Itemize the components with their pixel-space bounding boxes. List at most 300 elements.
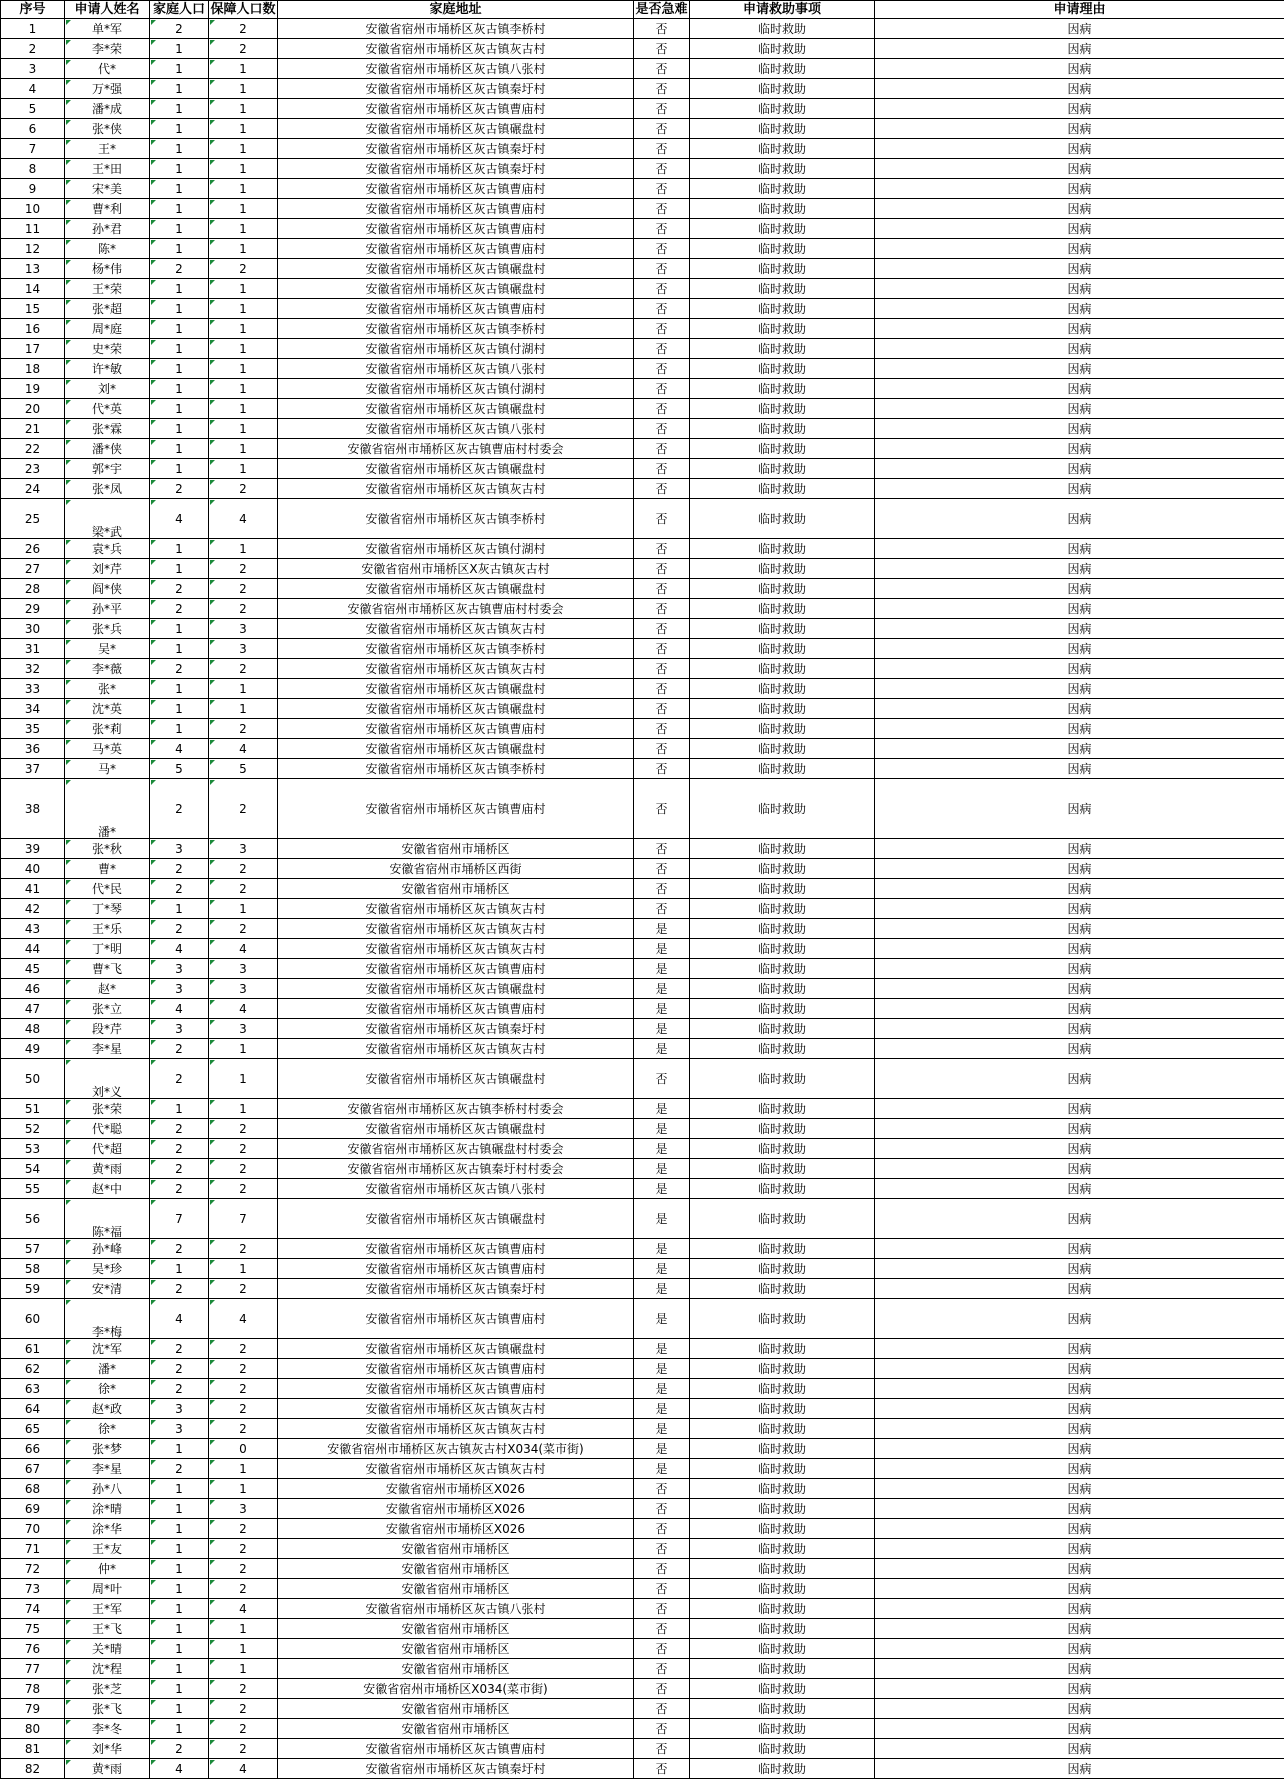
name-cell[interactable]: 张*飞 [65, 1699, 150, 1719]
urgent-cell[interactable]: 否 [634, 899, 690, 919]
name-cell[interactable]: 王*友 [65, 1539, 150, 1559]
covered-cell[interactable]: 2 [209, 1179, 278, 1199]
urgent-cell[interactable]: 否 [634, 379, 690, 399]
urgent-cell[interactable]: 否 [634, 839, 690, 859]
address-cell[interactable]: 安徽省宿州市埇桥区灰古镇八张村 [278, 359, 634, 379]
header-reason[interactable]: 申请理由 [875, 1, 1284, 19]
household-cell[interactable]: 2 [150, 579, 209, 599]
covered-cell[interactable]: 4 [209, 939, 278, 959]
item-cell[interactable]: 临时救助 [690, 599, 875, 619]
name-cell[interactable]: 关*晴 [65, 1639, 150, 1659]
address-cell[interactable]: 安徽省宿州市埇桥区 [278, 1619, 634, 1639]
seq-cell[interactable]: 35 [1, 719, 65, 739]
seq-cell[interactable]: 70 [1, 1519, 65, 1539]
covered-cell[interactable]: 1 [209, 1479, 278, 1499]
household-cell[interactable]: 2 [150, 479, 209, 499]
urgent-cell[interactable]: 是 [634, 959, 690, 979]
urgent-cell[interactable]: 是 [634, 1039, 690, 1059]
household-cell[interactable]: 1 [150, 639, 209, 659]
reason-cell[interactable]: 因病 [875, 679, 1284, 699]
name-cell[interactable]: 梁*武 [65, 499, 150, 539]
address-cell[interactable]: 安徽省宿州市埇桥区灰古镇曹庙村村委会 [278, 439, 634, 459]
household-cell[interactable]: 1 [150, 1099, 209, 1119]
seq-cell[interactable]: 20 [1, 399, 65, 419]
seq-cell[interactable]: 65 [1, 1419, 65, 1439]
reason-cell[interactable]: 因病 [875, 1099, 1284, 1119]
seq-cell[interactable]: 49 [1, 1039, 65, 1059]
reason-cell[interactable]: 因病 [875, 1259, 1284, 1279]
urgent-cell[interactable]: 是 [634, 1179, 690, 1199]
name-cell[interactable]: 王*军 [65, 1599, 150, 1619]
seq-cell[interactable]: 64 [1, 1399, 65, 1419]
name-cell[interactable]: 沈*军 [65, 1339, 150, 1359]
seq-cell[interactable]: 40 [1, 859, 65, 879]
name-cell[interactable]: 徐* [65, 1419, 150, 1439]
seq-cell[interactable]: 45 [1, 959, 65, 979]
covered-cell[interactable]: 2 [209, 1159, 278, 1179]
reason-cell[interactable]: 因病 [875, 99, 1284, 119]
household-cell[interactable]: 1 [150, 79, 209, 99]
address-cell[interactable]: 安徽省宿州市埇桥区X灰古镇灰古村 [278, 559, 634, 579]
covered-cell[interactable]: 2 [209, 579, 278, 599]
seq-cell[interactable]: 75 [1, 1619, 65, 1639]
name-cell[interactable]: 代*超 [65, 1139, 150, 1159]
address-cell[interactable]: 安徽省宿州市埇桥区灰古镇秦圩村 [278, 79, 634, 99]
urgent-cell[interactable]: 否 [634, 1639, 690, 1659]
name-cell[interactable]: 安*清 [65, 1279, 150, 1299]
name-cell[interactable]: 曹*飞 [65, 959, 150, 979]
item-cell[interactable]: 临时救助 [690, 1579, 875, 1599]
name-cell[interactable]: 史*荣 [65, 339, 150, 359]
covered-cell[interactable]: 4 [209, 1599, 278, 1619]
urgent-cell[interactable]: 否 [634, 179, 690, 199]
covered-cell[interactable]: 1 [209, 1039, 278, 1059]
urgent-cell[interactable]: 否 [634, 1619, 690, 1639]
reason-cell[interactable]: 因病 [875, 1019, 1284, 1039]
seq-cell[interactable]: 9 [1, 179, 65, 199]
covered-cell[interactable]: 7 [209, 1199, 278, 1239]
name-cell[interactable]: 王*荣 [65, 279, 150, 299]
item-cell[interactable]: 临时救助 [690, 1699, 875, 1719]
item-cell[interactable]: 临时救助 [690, 859, 875, 879]
address-cell[interactable]: 安徽省宿州市埇桥区 [278, 1639, 634, 1659]
covered-cell[interactable]: 1 [209, 99, 278, 119]
address-cell[interactable]: 安徽省宿州市埇桥区灰古镇碾盘村 [278, 1119, 634, 1139]
household-cell[interactable]: 1 [150, 239, 209, 259]
household-cell[interactable]: 1 [150, 699, 209, 719]
address-cell[interactable]: 安徽省宿州市埇桥区灰古镇曹庙村 [278, 719, 634, 739]
seq-cell[interactable]: 4 [1, 79, 65, 99]
item-cell[interactable]: 临时救助 [690, 299, 875, 319]
urgent-cell[interactable]: 是 [634, 919, 690, 939]
seq-cell[interactable]: 1 [1, 19, 65, 39]
reason-cell[interactable]: 因病 [875, 1739, 1284, 1759]
item-cell[interactable]: 临时救助 [690, 1519, 875, 1539]
covered-cell[interactable]: 2 [209, 1139, 278, 1159]
reason-cell[interactable]: 因病 [875, 479, 1284, 499]
covered-cell[interactable]: 4 [209, 499, 278, 539]
item-cell[interactable]: 临时救助 [690, 999, 875, 1019]
reason-cell[interactable]: 因病 [875, 459, 1284, 479]
urgent-cell[interactable]: 否 [634, 1659, 690, 1679]
reason-cell[interactable]: 因病 [875, 39, 1284, 59]
household-cell[interactable]: 2 [150, 1179, 209, 1199]
name-cell[interactable]: 涂*晴 [65, 1499, 150, 1519]
household-cell[interactable]: 1 [150, 439, 209, 459]
address-cell[interactable]: 安徽省宿州市埇桥区灰古镇曹庙村 [278, 199, 634, 219]
address-cell[interactable]: 安徽省宿州市埇桥区X026 [278, 1479, 634, 1499]
covered-cell[interactable]: 1 [209, 399, 278, 419]
seq-cell[interactable]: 3 [1, 59, 65, 79]
name-cell[interactable]: 张*兵 [65, 619, 150, 639]
reason-cell[interactable]: 因病 [875, 119, 1284, 139]
household-cell[interactable]: 1 [150, 1479, 209, 1499]
household-cell[interactable]: 1 [150, 719, 209, 739]
name-cell[interactable]: 张*荣 [65, 1099, 150, 1119]
item-cell[interactable]: 临时救助 [690, 1339, 875, 1359]
address-cell[interactable]: 安徽省宿州市埇桥区灰古镇曹庙村 [278, 219, 634, 239]
reason-cell[interactable]: 因病 [875, 1179, 1284, 1199]
reason-cell[interactable]: 因病 [875, 1539, 1284, 1559]
urgent-cell[interactable]: 是 [634, 1159, 690, 1179]
seq-cell[interactable]: 37 [1, 759, 65, 779]
address-cell[interactable]: 安徽省宿州市埇桥区灰古镇碾盘村 [278, 259, 634, 279]
address-cell[interactable]: 安徽省宿州市埇桥区灰古镇曹庙村 [278, 959, 634, 979]
seq-cell[interactable]: 23 [1, 459, 65, 479]
household-cell[interactable]: 2 [150, 1359, 209, 1379]
seq-cell[interactable]: 28 [1, 579, 65, 599]
address-cell[interactable]: 安徽省宿州市埇桥区灰古镇付湖村 [278, 539, 634, 559]
item-cell[interactable]: 临时救助 [690, 679, 875, 699]
covered-cell[interactable]: 2 [209, 1739, 278, 1759]
urgent-cell[interactable]: 否 [634, 219, 690, 239]
name-cell[interactable]: 郭*宇 [65, 459, 150, 479]
item-cell[interactable]: 临时救助 [690, 639, 875, 659]
covered-cell[interactable]: 1 [209, 119, 278, 139]
urgent-cell[interactable]: 否 [634, 399, 690, 419]
covered-cell[interactable]: 2 [209, 1519, 278, 1539]
urgent-cell[interactable]: 否 [634, 1539, 690, 1559]
item-cell[interactable]: 临时救助 [690, 1399, 875, 1419]
item-cell[interactable]: 临时救助 [690, 779, 875, 839]
address-cell[interactable]: 安徽省宿州市埇桥区灰古镇碾盘村 [278, 679, 634, 699]
name-cell[interactable]: 李*梅 [65, 1299, 150, 1339]
address-cell[interactable]: 安徽省宿州市埇桥区 [278, 879, 634, 899]
item-cell[interactable]: 临时救助 [690, 1359, 875, 1379]
urgent-cell[interactable]: 否 [634, 579, 690, 599]
address-cell[interactable]: 安徽省宿州市埇桥区灰古镇秦圩村 [278, 1279, 634, 1299]
item-cell[interactable]: 临时救助 [690, 1059, 875, 1099]
item-cell[interactable]: 临时救助 [690, 839, 875, 859]
covered-cell[interactable]: 2 [209, 1339, 278, 1359]
address-cell[interactable]: 安徽省宿州市埇桥区X034(菜市街) [278, 1679, 634, 1699]
urgent-cell[interactable]: 是 [634, 1359, 690, 1379]
name-cell[interactable]: 马*英 [65, 739, 150, 759]
name-cell[interactable]: 涂*华 [65, 1519, 150, 1539]
reason-cell[interactable]: 因病 [875, 1379, 1284, 1399]
urgent-cell[interactable]: 否 [634, 1519, 690, 1539]
household-cell[interactable]: 1 [150, 1559, 209, 1579]
household-cell[interactable]: 1 [150, 1499, 209, 1519]
name-cell[interactable]: 李*荣 [65, 39, 150, 59]
seq-cell[interactable]: 43 [1, 919, 65, 939]
urgent-cell[interactable]: 否 [634, 339, 690, 359]
reason-cell[interactable]: 因病 [875, 1719, 1284, 1739]
household-cell[interactable]: 1 [150, 1619, 209, 1639]
address-cell[interactable]: 安徽省宿州市埇桥区灰古镇李桥村 [278, 319, 634, 339]
item-cell[interactable]: 临时救助 [690, 339, 875, 359]
household-cell[interactable]: 2 [150, 1139, 209, 1159]
household-cell[interactable]: 3 [150, 1419, 209, 1439]
household-cell[interactable]: 4 [150, 999, 209, 1019]
address-cell[interactable]: 安徽省宿州市埇桥区灰古镇灰古村 [278, 39, 634, 59]
covered-cell[interactable]: 3 [209, 639, 278, 659]
urgent-cell[interactable]: 是 [634, 999, 690, 1019]
urgent-cell[interactable]: 否 [634, 139, 690, 159]
name-cell[interactable]: 王*田 [65, 159, 150, 179]
item-cell[interactable]: 临时救助 [690, 739, 875, 759]
reason-cell[interactable]: 因病 [875, 19, 1284, 39]
urgent-cell[interactable]: 否 [634, 759, 690, 779]
covered-cell[interactable]: 3 [209, 1499, 278, 1519]
household-cell[interactable]: 1 [150, 1699, 209, 1719]
address-cell[interactable]: 安徽省宿州市埇桥区灰古镇曹庙村 [278, 1359, 634, 1379]
name-cell[interactable]: 孙*峰 [65, 1239, 150, 1259]
name-cell[interactable]: 吴*珍 [65, 1259, 150, 1279]
covered-cell[interactable]: 2 [209, 1579, 278, 1599]
reason-cell[interactable]: 因病 [875, 959, 1284, 979]
household-cell[interactable]: 1 [150, 1719, 209, 1739]
urgent-cell[interactable]: 否 [634, 539, 690, 559]
address-cell[interactable]: 安徽省宿州市埇桥区灰古镇碾盘村 [278, 119, 634, 139]
item-cell[interactable]: 临时救助 [690, 959, 875, 979]
reason-cell[interactable]: 因病 [875, 159, 1284, 179]
seq-cell[interactable]: 44 [1, 939, 65, 959]
covered-cell[interactable]: 3 [209, 1019, 278, 1039]
urgent-cell[interactable]: 是 [634, 1259, 690, 1279]
urgent-cell[interactable]: 否 [634, 1759, 690, 1779]
seq-cell[interactable]: 56 [1, 1199, 65, 1239]
address-cell[interactable]: 安徽省宿州市埇桥区 [278, 1579, 634, 1599]
reason-cell[interactable]: 因病 [875, 1279, 1284, 1299]
covered-cell[interactable]: 1 [209, 1259, 278, 1279]
name-cell[interactable]: 段*芹 [65, 1019, 150, 1039]
urgent-cell[interactable]: 否 [634, 699, 690, 719]
covered-cell[interactable]: 1 [209, 1099, 278, 1119]
covered-cell[interactable]: 1 [209, 59, 278, 79]
covered-cell[interactable]: 2 [209, 859, 278, 879]
reason-cell[interactable]: 因病 [875, 979, 1284, 999]
address-cell[interactable]: 安徽省宿州市埇桥区X026 [278, 1519, 634, 1539]
covered-cell[interactable]: 1 [209, 339, 278, 359]
urgent-cell[interactable]: 否 [634, 39, 690, 59]
urgent-cell[interactable]: 否 [634, 1599, 690, 1619]
item-cell[interactable]: 临时救助 [690, 919, 875, 939]
address-cell[interactable]: 安徽省宿州市埇桥区灰古镇碾盘村 [278, 979, 634, 999]
seq-cell[interactable]: 14 [1, 279, 65, 299]
urgent-cell[interactable]: 否 [634, 679, 690, 699]
seq-cell[interactable]: 39 [1, 839, 65, 859]
item-cell[interactable]: 临时救助 [690, 399, 875, 419]
household-cell[interactable]: 2 [150, 659, 209, 679]
household-cell[interactable]: 1 [150, 1659, 209, 1679]
covered-cell[interactable]: 1 [209, 1659, 278, 1679]
name-cell[interactable]: 张*秋 [65, 839, 150, 859]
household-cell[interactable]: 2 [150, 1119, 209, 1139]
covered-cell[interactable]: 1 [209, 539, 278, 559]
address-cell[interactable]: 安徽省宿州市埇桥区西街 [278, 859, 634, 879]
address-cell[interactable]: 安徽省宿州市埇桥区灰古镇碾盘村 [278, 699, 634, 719]
reason-cell[interactable]: 因病 [875, 1699, 1284, 1719]
address-cell[interactable]: 安徽省宿州市埇桥区灰古镇曹庙村 [278, 239, 634, 259]
item-cell[interactable]: 临时救助 [690, 1439, 875, 1459]
seq-cell[interactable]: 79 [1, 1699, 65, 1719]
urgent-cell[interactable]: 是 [634, 1459, 690, 1479]
reason-cell[interactable]: 因病 [875, 1139, 1284, 1159]
seq-cell[interactable]: 5 [1, 99, 65, 119]
household-cell[interactable]: 4 [150, 939, 209, 959]
header-urgent[interactable]: 是否急难 [634, 1, 690, 19]
reason-cell[interactable]: 因病 [875, 439, 1284, 459]
seq-cell[interactable]: 52 [1, 1119, 65, 1139]
covered-cell[interactable]: 2 [209, 1559, 278, 1579]
seq-cell[interactable]: 11 [1, 219, 65, 239]
name-cell[interactable]: 潘*侠 [65, 439, 150, 459]
household-cell[interactable]: 4 [150, 499, 209, 539]
urgent-cell[interactable]: 否 [634, 879, 690, 899]
item-cell[interactable]: 临时救助 [690, 179, 875, 199]
covered-cell[interactable]: 2 [209, 19, 278, 39]
address-cell[interactable]: 安徽省宿州市埇桥区灰古镇碾盘村村委会 [278, 1139, 634, 1159]
covered-cell[interactable]: 1 [209, 319, 278, 339]
household-cell[interactable]: 2 [150, 1239, 209, 1259]
item-cell[interactable]: 临时救助 [690, 939, 875, 959]
household-cell[interactable]: 2 [150, 1039, 209, 1059]
item-cell[interactable]: 临时救助 [690, 1639, 875, 1659]
reason-cell[interactable]: 因病 [875, 899, 1284, 919]
seq-cell[interactable]: 63 [1, 1379, 65, 1399]
seq-cell[interactable]: 10 [1, 199, 65, 219]
covered-cell[interactable]: 1 [209, 79, 278, 99]
urgent-cell[interactable]: 否 [634, 319, 690, 339]
name-cell[interactable]: 张*梦 [65, 1439, 150, 1459]
address-cell[interactable]: 安徽省宿州市埇桥区灰古镇灰古村 [278, 479, 634, 499]
seq-cell[interactable]: 46 [1, 979, 65, 999]
seq-cell[interactable]: 42 [1, 899, 65, 919]
covered-cell[interactable]: 1 [209, 279, 278, 299]
item-cell[interactable]: 临时救助 [690, 1379, 875, 1399]
covered-cell[interactable]: 2 [209, 719, 278, 739]
address-cell[interactable]: 安徽省宿州市埇桥区灰古镇李桥村 [278, 639, 634, 659]
name-cell[interactable]: 周*庭 [65, 319, 150, 339]
name-cell[interactable]: 袁*兵 [65, 539, 150, 559]
address-cell[interactable]: 安徽省宿州市埇桥区灰古镇碾盘村 [278, 739, 634, 759]
reason-cell[interactable]: 因病 [875, 1299, 1284, 1339]
item-cell[interactable]: 临时救助 [690, 1159, 875, 1179]
reason-cell[interactable]: 因病 [875, 759, 1284, 779]
covered-cell[interactable]: 2 [209, 479, 278, 499]
household-cell[interactable]: 3 [150, 979, 209, 999]
urgent-cell[interactable]: 否 [634, 1559, 690, 1579]
item-cell[interactable]: 临时救助 [690, 559, 875, 579]
seq-cell[interactable]: 82 [1, 1759, 65, 1779]
address-cell[interactable]: 安徽省宿州市埇桥区 [278, 1719, 634, 1739]
address-cell[interactable]: 安徽省宿州市埇桥区X026 [278, 1499, 634, 1519]
household-cell[interactable]: 1 [150, 1539, 209, 1559]
reason-cell[interactable]: 因病 [875, 1459, 1284, 1479]
address-cell[interactable]: 安徽省宿州市埇桥区灰古镇灰古村 [278, 899, 634, 919]
item-cell[interactable]: 临时救助 [690, 1259, 875, 1279]
household-cell[interactable]: 1 [150, 1599, 209, 1619]
address-cell[interactable]: 安徽省宿州市埇桥区灰古镇曹庙村 [278, 1739, 634, 1759]
urgent-cell[interactable]: 否 [634, 619, 690, 639]
name-cell[interactable]: 沈*英 [65, 699, 150, 719]
address-cell[interactable]: 安徽省宿州市埇桥区灰古镇秦圩村村委会 [278, 1159, 634, 1179]
name-cell[interactable]: 曹* [65, 859, 150, 879]
reason-cell[interactable]: 因病 [875, 379, 1284, 399]
seq-cell[interactable]: 55 [1, 1179, 65, 1199]
name-cell[interactable]: 孙*君 [65, 219, 150, 239]
urgent-cell[interactable]: 否 [634, 19, 690, 39]
name-cell[interactable]: 张*超 [65, 299, 150, 319]
item-cell[interactable]: 临时救助 [690, 719, 875, 739]
name-cell[interactable]: 沈*程 [65, 1659, 150, 1679]
item-cell[interactable]: 临时救助 [690, 759, 875, 779]
address-cell[interactable]: 安徽省宿州市埇桥区灰古镇灰古村 [278, 1419, 634, 1439]
reason-cell[interactable]: 因病 [875, 639, 1284, 659]
address-cell[interactable]: 安徽省宿州市埇桥区灰古镇秦圩村 [278, 139, 634, 159]
address-cell[interactable]: 安徽省宿州市埇桥区灰古镇曹庙村 [278, 299, 634, 319]
address-cell[interactable]: 安徽省宿州市埇桥区灰古镇碾盘村 [278, 399, 634, 419]
covered-cell[interactable]: 4 [209, 739, 278, 759]
covered-cell[interactable]: 5 [209, 759, 278, 779]
seq-cell[interactable]: 36 [1, 739, 65, 759]
covered-cell[interactable]: 1 [209, 139, 278, 159]
item-cell[interactable]: 临时救助 [690, 499, 875, 539]
urgent-cell[interactable]: 否 [634, 259, 690, 279]
name-cell[interactable]: 赵* [65, 979, 150, 999]
address-cell[interactable]: 安徽省宿州市埇桥区灰古镇李桥村 [278, 759, 634, 779]
name-cell[interactable]: 王*乐 [65, 919, 150, 939]
address-cell[interactable]: 安徽省宿州市埇桥区灰古镇曹庙村 [278, 179, 634, 199]
covered-cell[interactable]: 2 [209, 919, 278, 939]
seq-cell[interactable]: 8 [1, 159, 65, 179]
household-cell[interactable]: 2 [150, 859, 209, 879]
reason-cell[interactable]: 因病 [875, 1519, 1284, 1539]
urgent-cell[interactable]: 否 [634, 1059, 690, 1099]
urgent-cell[interactable]: 是 [634, 1379, 690, 1399]
item-cell[interactable]: 临时救助 [690, 1619, 875, 1639]
covered-cell[interactable]: 2 [209, 1679, 278, 1699]
item-cell[interactable]: 临时救助 [690, 1719, 875, 1739]
reason-cell[interactable]: 因病 [875, 139, 1284, 159]
item-cell[interactable]: 临时救助 [690, 419, 875, 439]
name-cell[interactable]: 张* [65, 679, 150, 699]
seq-cell[interactable]: 47 [1, 999, 65, 1019]
covered-cell[interactable]: 2 [209, 259, 278, 279]
urgent-cell[interactable]: 否 [634, 419, 690, 439]
address-cell[interactable]: 安徽省宿州市埇桥区灰古镇曹庙村村委会 [278, 599, 634, 619]
address-cell[interactable]: 安徽省宿州市埇桥区灰古镇曹庙村 [278, 1239, 634, 1259]
covered-cell[interactable]: 1 [209, 459, 278, 479]
item-cell[interactable]: 临时救助 [690, 1139, 875, 1159]
reason-cell[interactable]: 因病 [875, 859, 1284, 879]
reason-cell[interactable]: 因病 [875, 1599, 1284, 1619]
household-cell[interactable]: 1 [150, 619, 209, 639]
household-cell[interactable]: 1 [150, 419, 209, 439]
reason-cell[interactable]: 因病 [875, 1439, 1284, 1459]
item-cell[interactable]: 临时救助 [690, 1279, 875, 1299]
